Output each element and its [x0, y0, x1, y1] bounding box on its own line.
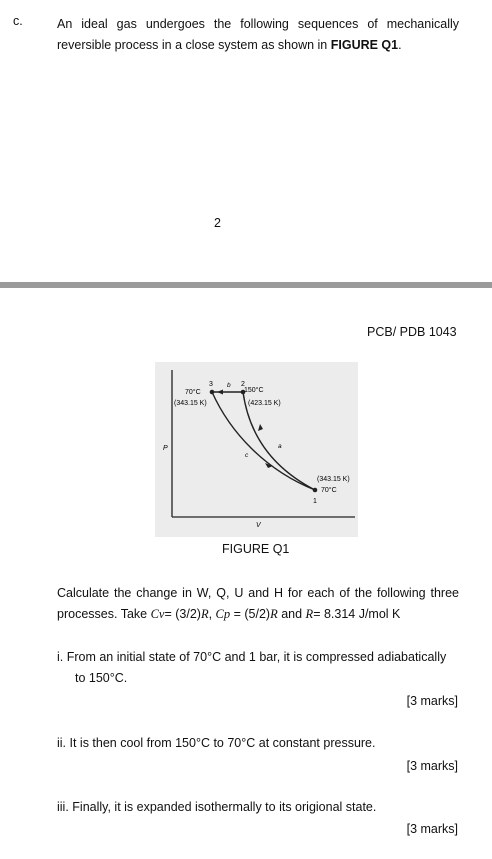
question-label: c.: [13, 14, 23, 28]
point-3-marker: [210, 390, 215, 395]
figure-q1: [155, 362, 358, 537]
item-ii-marks: [3 marks]: [406, 759, 458, 773]
pv-diagram: [155, 362, 358, 537]
course-code: PCB/ PDB 1043: [367, 325, 457, 339]
process-b-label: b: [227, 382, 231, 389]
page-divider: [0, 282, 492, 288]
item-iii-marks: [3 marks]: [406, 822, 458, 836]
point-2-label: 2: [241, 381, 245, 388]
r-symbol: R: [305, 607, 314, 621]
bottom-temp-label: 70°C: [321, 487, 337, 494]
calc-instruction: [57, 583, 459, 625]
cp-symbol: Cp: [215, 607, 231, 621]
process-a-label: a: [278, 443, 282, 450]
cv-symbol: Cv: [150, 607, 165, 621]
bottom-temp-k-label: (343.15 K): [317, 476, 350, 483]
left-temp-k-label: (343.15 K): [174, 400, 207, 407]
r-symbol: R: [200, 607, 209, 621]
item-i-marks: [3 marks]: [406, 694, 458, 708]
item-ii: ii. It is then cool from 150°C to 70°C at constant pressure.: [57, 736, 376, 750]
calc-text-b: = (3/2): [164, 607, 201, 621]
process-c-label: c: [245, 452, 249, 459]
item-iii: iii. Finally, it is expanded isothermally to its origional state.: [57, 800, 377, 814]
calc-text-f: = 8.314 J/mol K: [313, 607, 401, 621]
calc-text-c: ,: [208, 607, 216, 621]
process-a-arrow: [258, 424, 263, 431]
r-symbol: R: [270, 607, 278, 621]
v-axis-label: V: [256, 522, 261, 529]
calc-text-a: Calculate the change in W, Q, U and H for each of the following three processes. Take: [57, 586, 459, 621]
intro-text: An ideal gas undergoes the following sequences of mechanically reversible process in a close system as shown in: [57, 17, 459, 52]
point-1-label: 1: [313, 498, 317, 505]
calc-text-e: and: [277, 607, 306, 621]
right-temp-label: 150°C: [244, 387, 264, 394]
question-intro: [57, 14, 459, 56]
process-b-arrow: [217, 390, 223, 395]
figure-caption: FIGURE Q1: [222, 542, 290, 556]
point-1-marker: [313, 488, 318, 493]
point-3-label: 3: [209, 381, 213, 388]
p-axis-label: P: [163, 445, 168, 452]
calc-text-d: = (5/2): [230, 607, 271, 621]
intro-end: .: [398, 38, 402, 52]
left-temp-label: 70°C: [185, 389, 201, 396]
item-i: i. From an initial state of 70°C and 1 bar, it is compressed adiabatically to 150°C.: [57, 650, 447, 685]
right-temp-k-label: (423.15 K): [248, 400, 281, 407]
intro-figure-ref: FIGURE Q1: [330, 38, 399, 52]
page-number: 2: [214, 216, 221, 230]
